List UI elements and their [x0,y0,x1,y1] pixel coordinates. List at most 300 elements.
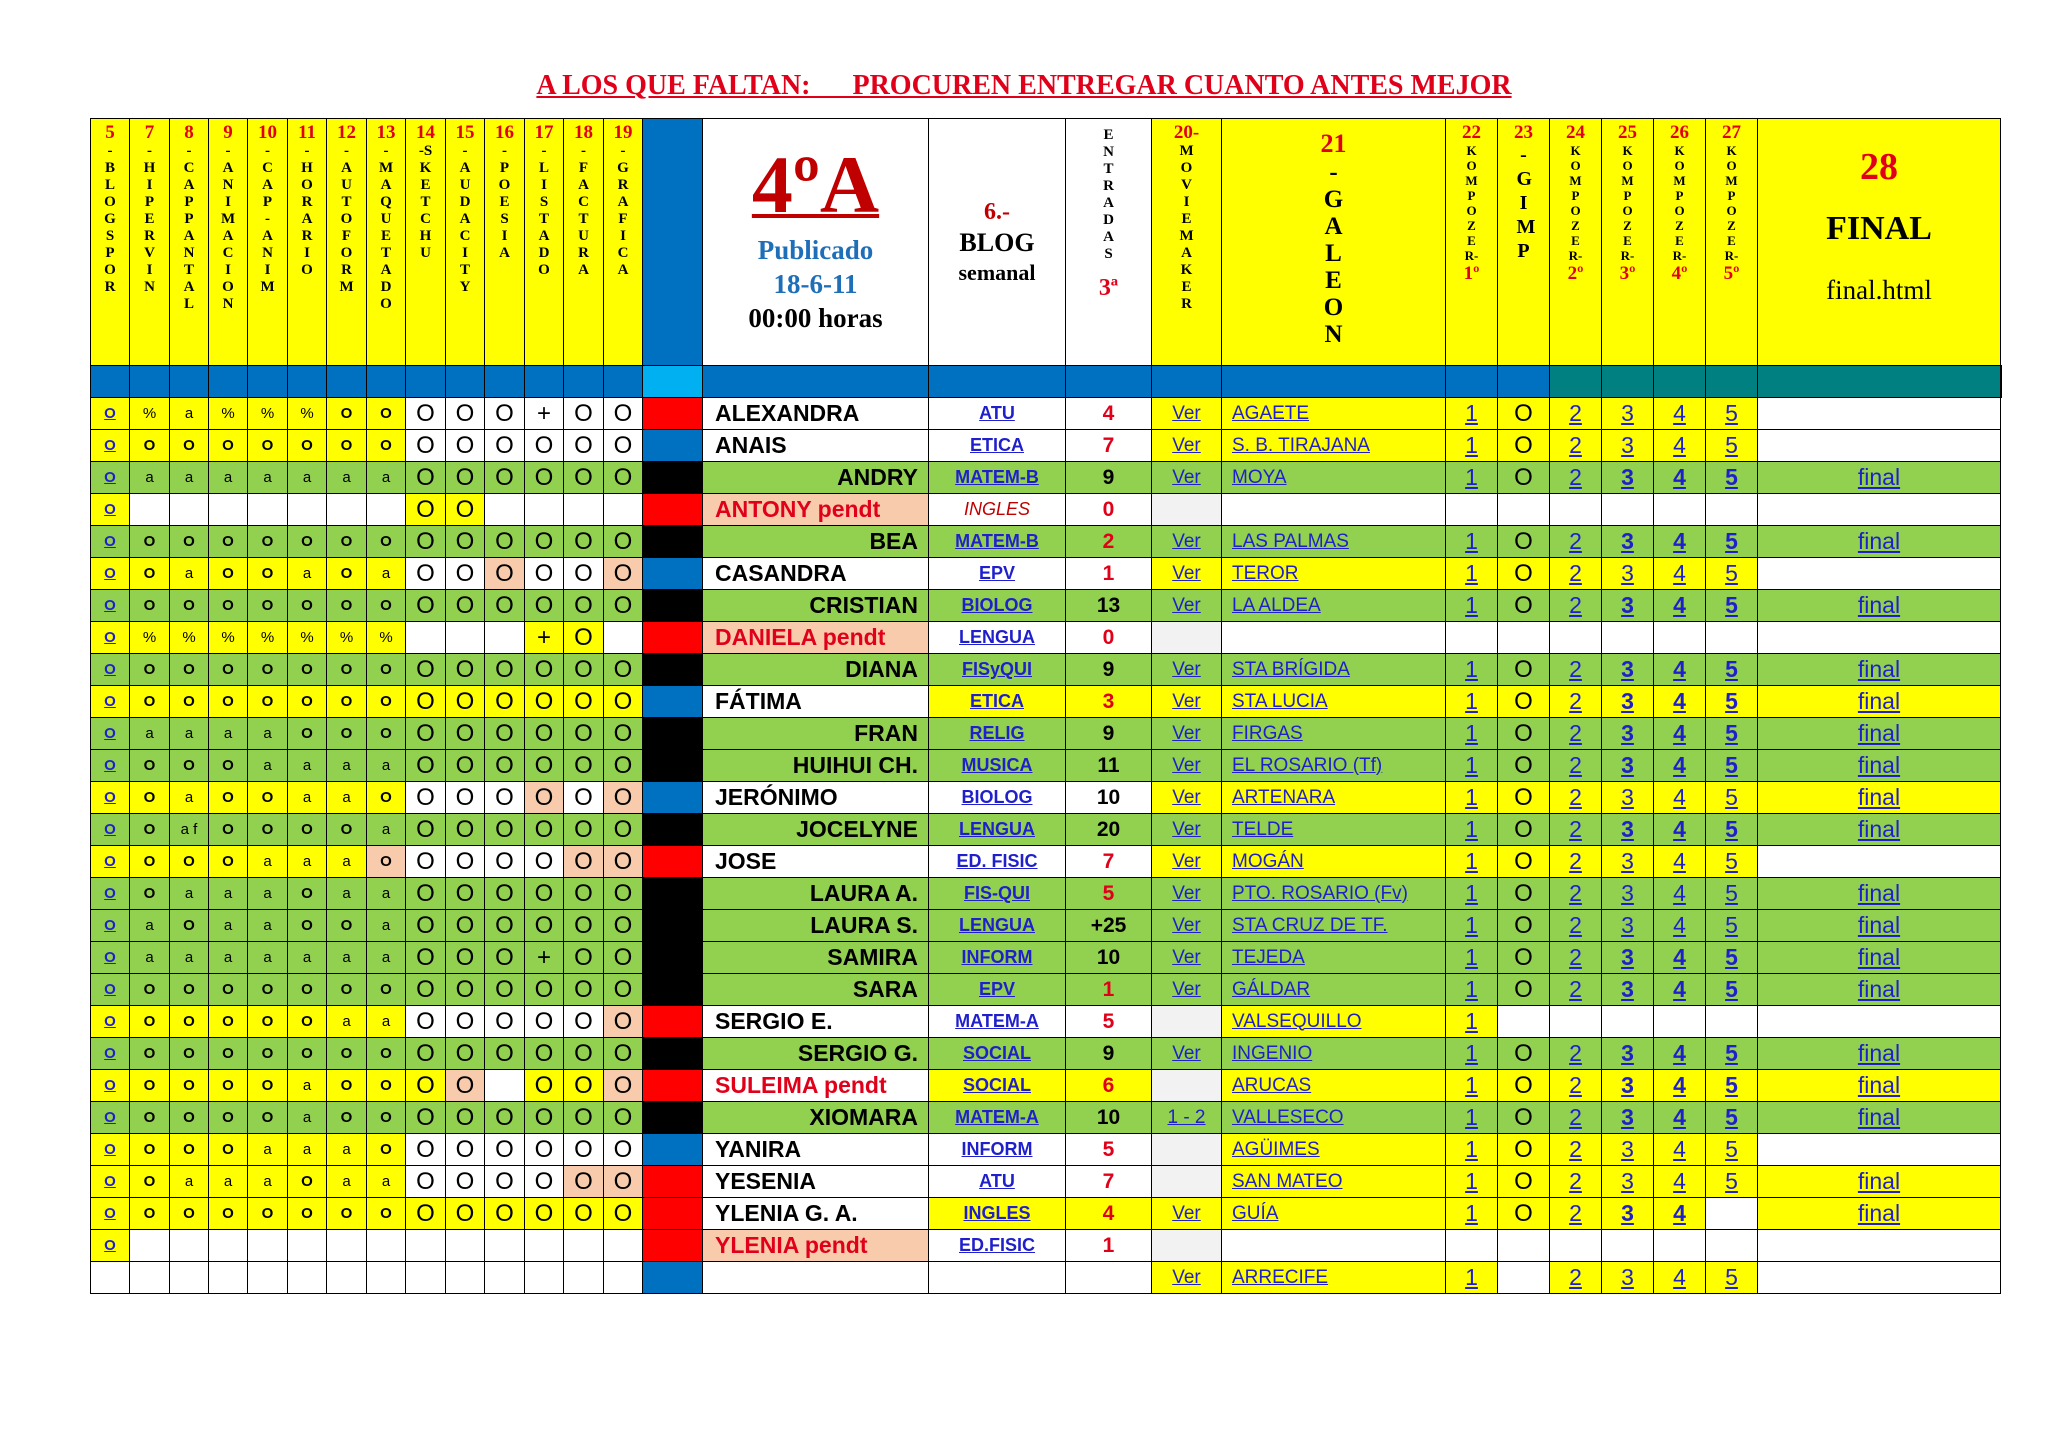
kompozer-4-link[interactable]: 4 [1654,654,1706,686]
blog-sport-link[interactable]: O [104,885,116,902]
moviemaker-link[interactable]: Ver [1152,1262,1222,1294]
task-mark-cell: O [406,526,446,558]
kompozer-1-link[interactable]: 1 [1446,750,1498,782]
moviemaker-link[interactable]: Ver [1152,718,1222,750]
separator-cell [604,366,643,398]
task-mark-cell: a [327,846,367,878]
final-link[interactable]: final [1758,814,2001,846]
kompozer-3-link[interactable]: 3 [1602,910,1654,942]
moviemaker-link[interactable] [1152,1134,1222,1166]
final-link[interactable]: final [1758,1038,2001,1070]
kompozer-5-link[interactable]: 5 [1706,718,1758,750]
kompozer-5-link[interactable]: 5 [1706,814,1758,846]
task-mark-cell: O [564,558,604,590]
blog-subject-link[interactable]: MATEM-B [929,526,1066,558]
galeon-link[interactable]: PTO. ROSARIO (Fv) [1222,878,1446,910]
kompozer-4-link[interactable] [1654,494,1706,526]
moviemaker-link[interactable]: Ver [1152,558,1222,590]
galeon-link[interactable]: AGÜIMES [1222,1134,1446,1166]
task-mark-cell: a [130,910,170,942]
kompozer-5-link[interactable]: 5 [1706,750,1758,782]
moviemaker-link[interactable] [1152,1230,1222,1262]
blog-sport-link[interactable]: O [104,1141,116,1158]
final-link[interactable]: final [1758,1198,2001,1230]
kompozer-5-link[interactable] [1706,494,1758,526]
final-link[interactable]: final [1758,782,2001,814]
kompozer-2-link[interactable]: 2 [1550,878,1602,910]
kompozer-1-link[interactable]: 1 [1446,1102,1498,1134]
kompozer-4-link[interactable] [1654,1230,1706,1262]
kompozer-5-link[interactable]: 5 [1706,782,1758,814]
kompozer-5-link[interactable]: 5 [1706,686,1758,718]
blog-sport-link[interactable]: O [104,405,116,422]
blog-subject-link[interactable]: FIS-QUI [929,878,1066,910]
kompozer-5-link[interactable]: 5 [1706,910,1758,942]
kompozer-1-link[interactable]: 1 [1446,686,1498,718]
blog-subject-link[interactable]: ETICA [929,686,1066,718]
galeon-link[interactable]: TEROR [1222,558,1446,590]
blog-subject-link[interactable]: ETICA [929,430,1066,462]
kompozer-5-link[interactable]: 5 [1706,590,1758,622]
kompozer-5-link[interactable]: 5 [1706,1262,1758,1294]
task-header-11 [288,119,327,366]
blog-sport-link[interactable]: O [104,725,116,742]
kompozer-2-link[interactable]: 2 [1550,1134,1602,1166]
task-mark-cell: O [446,718,485,750]
blog-subject-link[interactable]: MATEM-A [929,1006,1066,1038]
kompozer-4-link[interactable]: 4 [1654,1038,1706,1070]
blog-sport-link[interactable]: O [104,693,116,710]
blog-sport-link[interactable]: O [104,917,116,934]
blog-subject-link[interactable]: FISyQUI [929,654,1066,686]
galeon-link[interactable]: STA CRUZ DE TF. [1222,910,1446,942]
kompozer-4-link[interactable]: 4 [1654,1102,1706,1134]
moviemaker-link[interactable] [1152,1070,1222,1102]
blog-subject-link[interactable] [929,1262,1066,1294]
kompozer-4-link[interactable]: 4 [1654,718,1706,750]
kompozer-2-link[interactable]: 2 [1550,1166,1602,1198]
moviemaker-link[interactable]: Ver [1152,430,1222,462]
kompozer-4-link[interactable]: 4 [1654,942,1706,974]
kompozer-3-link[interactable] [1602,1230,1654,1262]
moviemaker-link[interactable]: Ver [1152,654,1222,686]
blog-sport-link[interactable]: O [104,1205,116,1222]
kompozer-2-link[interactable]: 2 [1550,1070,1602,1102]
galeon-link[interactable] [1222,622,1446,654]
galeon-link[interactable]: STA BRÍGIDA [1222,654,1446,686]
kompozer-4-link[interactable]: 4 [1654,430,1706,462]
kompozer-3-link[interactable]: 3 [1602,1166,1654,1198]
kompozer-3-link[interactable]: 3 [1602,1134,1654,1166]
kompozer-2-link[interactable]: 2 [1550,654,1602,686]
kompozer-3-link[interactable]: 3 [1602,1198,1654,1230]
final-link[interactable]: final [1758,686,2001,718]
kompozer-3-link[interactable]: 3 [1602,1102,1654,1134]
kompozer-3-link[interactable]: 3 [1602,814,1654,846]
blog-sport-link[interactable]: O [104,1237,116,1254]
kompozer-3-link[interactable]: 3 [1602,782,1654,814]
task-mark-cell: O [446,1070,485,1102]
final-link[interactable] [1758,398,2001,430]
blog-subject-link[interactable]: BIOLOG [929,590,1066,622]
task-header-num: 7 [144,122,155,143]
kompozer-4-link[interactable]: 4 [1654,1198,1706,1230]
blog-subject-link[interactable]: INFORM [929,942,1066,974]
final-link[interactable] [1758,622,2001,654]
kompozer-2-link[interactable]: 2 [1550,814,1602,846]
kompozer-4-link[interactable]: 4 [1654,974,1706,1006]
kompozer-5-link[interactable]: 5 [1706,1102,1758,1134]
kompozer-3-link[interactable]: 3 [1602,942,1654,974]
galeon-link[interactable]: TELDE [1222,814,1446,846]
kompozer-1-link[interactable]: 1 [1446,558,1498,590]
blog-subject-link[interactable]: RELIG [929,718,1066,750]
final-link[interactable] [1758,1006,2001,1038]
blog-sport-link[interactable]: O [104,629,116,646]
kompozer-5-link[interactable]: 5 [1706,558,1758,590]
kompozer-1-link[interactable]: 1 [1446,910,1498,942]
kompozer-3-link[interactable]: 3 [1602,526,1654,558]
kompozer-4-link[interactable]: 4 [1654,686,1706,718]
kompozer-5-link[interactable]: 5 [1706,878,1758,910]
final-link[interactable]: final [1758,718,2001,750]
kompozer-4-link[interactable] [1654,622,1706,654]
moviemaker-link[interactable] [1152,622,1222,654]
kompozer-1-link[interactable]: 1 [1446,718,1498,750]
blog-sport-link[interactable]: O [104,1173,116,1190]
kompozer-2-link[interactable]: 2 [1550,1198,1602,1230]
blog-subject-link[interactable]: EPV [929,974,1066,1006]
moviemaker-link[interactable]: Ver [1152,1038,1222,1070]
blog-sport-link[interactable]: O [104,565,116,582]
final-link[interactable] [1758,1134,2001,1166]
blog-sport-link[interactable]: O [104,597,116,614]
galeon-link[interactable]: GÁLDAR [1222,974,1446,1006]
blog-subject-link[interactable]: INGLES [929,1198,1066,1230]
blog-sport-link[interactable]: O [104,469,116,486]
kompozer-1-link[interactable]: 1 [1446,942,1498,974]
blog-sport-link[interactable]: O [104,1077,116,1094]
kompozer-2-link[interactable]: 2 [1550,398,1602,430]
kompozer-1-link[interactable]: 1 [1446,782,1498,814]
task-mark-cell: O [406,1166,446,1198]
blog-subject-link[interactable]: INFORM [929,1134,1066,1166]
final-link[interactable] [1758,430,2001,462]
blog-subject-link[interactable]: LENGUA [929,814,1066,846]
moviemaker-link[interactable]: Ver [1152,590,1222,622]
galeon-link[interactable]: LA ALDEA [1222,590,1446,622]
kompozer-1-link[interactable]: 1 [1446,526,1498,558]
task-mark-cell [209,494,248,526]
kompozer-4-link[interactable]: 4 [1654,462,1706,494]
kompozer-2-link[interactable]: 2 [1550,526,1602,558]
final-link[interactable]: final [1758,974,2001,1006]
kompozer-5-link[interactable]: 5 [1706,1070,1758,1102]
kompozer-3-link[interactable]: 3 [1602,1038,1654,1070]
blog-subject-link[interactable]: INGLES [929,494,1066,526]
kompozer-3-link[interactable]: 3 [1602,462,1654,494]
kompozer-4-link[interactable]: 4 [1654,846,1706,878]
galeon-link[interactable]: TEJEDA [1222,942,1446,974]
galeon-link[interactable] [1222,494,1446,526]
kompozer-3-link[interactable]: 3 [1602,750,1654,782]
kompozer-1-link[interactable]: 1 [1446,654,1498,686]
final-link[interactable]: final [1758,910,2001,942]
blog-sport-link[interactable]: O [104,1109,116,1126]
moviemaker-link[interactable]: Ver [1152,814,1222,846]
task-mark-cell: O [209,814,248,846]
kompozer-1-link[interactable]: 1 [1446,878,1498,910]
final-link[interactable]: final [1758,750,2001,782]
kompozer-1-link[interactable]: 1 [1446,1166,1498,1198]
kompozer-2-link[interactable]: 2 [1550,910,1602,942]
kompozer-4-link[interactable]: 4 [1654,1262,1706,1294]
kompozer-1-link[interactable]: 1 [1446,462,1498,494]
kompozer-2-link[interactable] [1550,1230,1602,1262]
kompozer-5-link[interactable] [1706,622,1758,654]
moviemaker-link[interactable] [1152,1166,1222,1198]
kompozer-3-link[interactable]: 3 [1602,846,1654,878]
final-link[interactable]: final [1758,942,2001,974]
task-mark-cell: O [130,1006,170,1038]
moviemaker-link[interactable] [1152,494,1222,526]
kompozer-2-link[interactable]: 2 [1550,942,1602,974]
kompozer-3-link[interactable]: 3 [1602,1262,1654,1294]
blog-subject-link[interactable]: ATU [929,398,1066,430]
kompozer-2-link[interactable]: 2 [1550,782,1602,814]
kompozer-3-link[interactable] [1602,494,1654,526]
final-link[interactable] [1758,558,2001,590]
blog-sport-link[interactable]: O [104,789,116,806]
blog-sport-link[interactable]: O [104,437,116,454]
galeon-link[interactable]: MOGÁN [1222,846,1446,878]
blog-subject-link[interactable]: SOCIAL [929,1070,1066,1102]
kompozer-3-link[interactable]: 3 [1602,718,1654,750]
kompozer-4-link[interactable]: 4 [1654,590,1706,622]
kompozer-4-link[interactable]: 4 [1654,398,1706,430]
kompozer-2-link[interactable] [1550,494,1602,526]
moviemaker-link[interactable]: Ver [1152,526,1222,558]
kompozer-4-link[interactable]: 4 [1654,558,1706,590]
kompozer-4-link[interactable]: 4 [1654,1166,1706,1198]
kompozer-2-link[interactable]: 2 [1550,1102,1602,1134]
blog-sport-link[interactable]: O [104,853,116,870]
kompozer-5-link[interactable]: 5 [1706,462,1758,494]
final-link[interactable] [1758,1262,2001,1294]
galeon-link[interactable]: VALSEQUILLO [1222,1006,1446,1038]
task-mark-cell [564,1230,604,1262]
kompozer-2-link[interactable]: 2 [1550,590,1602,622]
blog-subject-link[interactable]: ATU [929,1166,1066,1198]
kompozer-5-link[interactable]: 5 [1706,526,1758,558]
moviemaker-link[interactable]: Ver [1152,686,1222,718]
kompozer-1-link[interactable]: 1 [1446,1198,1498,1230]
moviemaker-link[interactable]: 1 - 2 [1152,1102,1222,1134]
blog-sport-link[interactable]: O [104,821,116,838]
kompozer-1-link[interactable]: 1 [1446,1134,1498,1166]
kompozer-2-link[interactable]: 2 [1550,974,1602,1006]
kompozer-2-link[interactable]: 2 [1550,686,1602,718]
kompozer-5-link[interactable]: 5 [1706,430,1758,462]
moviemaker-link[interactable]: Ver [1152,878,1222,910]
kompozer-3-link[interactable]: 3 [1602,974,1654,1006]
blog-header [929,119,1066,366]
blog-subject-link[interactable]: MATEM-A [929,1102,1066,1134]
moviemaker-link[interactable]: Ver [1152,750,1222,782]
kompozer-5-link[interactable]: 5 [1706,1166,1758,1198]
blog-subject-link[interactable]: LENGUA [929,910,1066,942]
kompozer-5-link[interactable]: 5 [1706,1134,1758,1166]
kompozer-4-link[interactable]: 4 [1654,750,1706,782]
blog-sport-link[interactable]: O [104,661,116,678]
kompozer-3-link[interactable]: 3 [1602,430,1654,462]
kompozer-4-link[interactable]: 4 [1654,910,1706,942]
kompozer-4-link[interactable]: 4 [1654,782,1706,814]
blog-sport-link[interactable]: O [104,757,116,774]
moviemaker-link[interactable]: Ver [1152,910,1222,942]
moviemaker-link[interactable]: Ver [1152,398,1222,430]
task-mark-cell: O [406,590,446,622]
kompozer-1-link[interactable]: 1 [1446,974,1498,1006]
kompozer-2-link[interactable]: 2 [1550,430,1602,462]
kompozer-4-link[interactable] [1654,1006,1706,1038]
kompozer-1-link[interactable]: 1 [1446,398,1498,430]
kompozer-3-link[interactable]: 3 [1602,590,1654,622]
final-link[interactable]: final [1758,1166,2001,1198]
kompozer-5-link[interactable]: 5 [1706,1038,1758,1070]
galeon-link[interactable]: ARTENARA [1222,782,1446,814]
kompozer-2-link[interactable]: 2 [1550,718,1602,750]
kompozer-3-link[interactable]: 3 [1602,398,1654,430]
final-link[interactable] [1758,1230,2001,1262]
blog-sport-link[interactable]: O [104,949,116,966]
blog-subject-link[interactable]: MUSICA [929,750,1066,782]
task-mark-cell: a [367,814,406,846]
kompozer-1-link[interactable]: 1 [1446,1070,1498,1102]
galeon-link[interactable]: AGAETE [1222,398,1446,430]
moviemaker-link[interactable]: Ver [1152,846,1222,878]
kompozer-3-link[interactable] [1602,1006,1654,1038]
galeon-link[interactable]: VALLESECO [1222,1102,1446,1134]
galeon-link[interactable]: EL ROSARIO (Tf) [1222,750,1446,782]
kompozer-5-link[interactable]: 5 [1706,654,1758,686]
galeon-link[interactable]: INGENIO [1222,1038,1446,1070]
galeon-link[interactable]: ARUCAS [1222,1070,1446,1102]
blog-subject-link[interactable]: EPV [929,558,1066,590]
kompozer-1-link[interactable]: 1 [1446,1262,1498,1294]
kompozer-5-link[interactable]: 5 [1706,398,1758,430]
kompozer-3-link[interactable]: 3 [1602,558,1654,590]
entradas-count: 9 [1066,462,1152,494]
kompozer-1-link[interactable]: 1 [1446,1006,1498,1038]
galeon-link[interactable]: MOYA [1222,462,1446,494]
final-link[interactable]: final [1758,1070,2001,1102]
galeon-link[interactable]: FIRGAS [1222,718,1446,750]
kompozer-5-link[interactable]: 5 [1706,942,1758,974]
kompozer-1-link[interactable] [1446,1230,1498,1262]
galeon-link[interactable]: LAS PALMAS [1222,526,1446,558]
kompozer-4-link[interactable]: 4 [1654,1070,1706,1102]
kompozer-1-link[interactable]: 1 [1446,1038,1498,1070]
kompozer-1-link[interactable]: 1 [1446,814,1498,846]
entradas-count: 9 [1066,1038,1152,1070]
kompozer-3-link[interactable] [1602,622,1654,654]
kompozer-5-link[interactable] [1706,1230,1758,1262]
blog-subject-link[interactable]: SOCIAL [929,1038,1066,1070]
kompozer-3-link[interactable]: 3 [1602,654,1654,686]
kompozer-1-link[interactable]: 1 [1446,846,1498,878]
blog-sport-link[interactable]: O [104,981,116,998]
kompozer-1-link[interactable]: 1 [1446,430,1498,462]
moviemaker-link[interactable]: Ver [1152,1198,1222,1230]
kompozer-3-link[interactable]: 3 [1602,686,1654,718]
moviemaker-link[interactable]: Ver [1152,782,1222,814]
kompozer-3-link[interactable]: 3 [1602,878,1654,910]
moviemaker-link[interactable] [1152,1006,1222,1038]
kompozer-4-link[interactable]: 4 [1654,878,1706,910]
kompozer-2-link[interactable]: 2 [1550,1262,1602,1294]
final-link[interactable]: final [1758,526,2001,558]
galeon-link[interactable]: ARRECIFE [1222,1262,1446,1294]
final-link[interactable]: final [1758,1102,2001,1134]
final-link[interactable]: final [1758,590,2001,622]
kompozer-5-link[interactable] [1706,1006,1758,1038]
kompozer-1-link[interactable] [1446,622,1498,654]
final-link[interactable] [1758,846,2001,878]
kompozer-2-link[interactable]: 2 [1550,750,1602,782]
task-mark-cell: O [564,430,604,462]
blog-subject-link[interactable]: LENGUA [929,622,1066,654]
kompozer-4-link[interactable]: 4 [1654,814,1706,846]
kompozer-2-link[interactable]: 2 [1550,1038,1602,1070]
blog-subject-link[interactable]: ED. FISIC [929,846,1066,878]
blog-sport-link[interactable]: O [104,1013,116,1030]
kompozer-1-link[interactable] [1446,494,1498,526]
galeon-link[interactable]: S. B. TIRAJANA [1222,430,1446,462]
galeon-link[interactable]: SAN MATEO [1222,1166,1446,1198]
kompozer-3-link[interactable]: 3 [1602,1070,1654,1102]
final-link[interactable] [1758,494,2001,526]
blog-sport-link[interactable]: O [104,501,116,518]
blog-subject-link[interactable]: ED.FISIC [929,1230,1066,1262]
blog-sport-link[interactable]: O [104,533,116,550]
kompozer-2-link[interactable] [1550,622,1602,654]
kompozer-1-link[interactable]: 1 [1446,590,1498,622]
final-link[interactable]: final [1758,654,2001,686]
task-mark-cell: a [209,910,248,942]
galeon-link[interactable]: STA LUCIA [1222,686,1446,718]
final-link[interactable]: final [1758,878,2001,910]
galeon-link[interactable] [1222,1230,1446,1262]
kompozer-4-link[interactable]: 4 [1654,526,1706,558]
final-link[interactable]: final [1758,462,2001,494]
kompozer-2-link[interactable]: 2 [1550,846,1602,878]
kompozer-5-link[interactable]: 5 [1706,846,1758,878]
galeon-link[interactable]: GUÍA [1222,1198,1446,1230]
kompozer-2-link[interactable] [1550,1006,1602,1038]
kompozer-4-link[interactable]: 4 [1654,1134,1706,1166]
moviemaker-link[interactable]: Ver [1152,462,1222,494]
blog-subject-link[interactable]: MATEM-B [929,462,1066,494]
blog-subject-link[interactable]: BIOLOG [929,782,1066,814]
moviemaker-link[interactable]: Ver [1152,974,1222,1006]
kompozer-5-link[interactable]: 5 [1706,974,1758,1006]
kompozer-5-link[interactable] [1706,1198,1758,1230]
kompozer-2-link[interactable]: 2 [1550,558,1602,590]
kompozer-2-link[interactable]: 2 [1550,462,1602,494]
blog-sport-link[interactable]: O [104,1045,116,1062]
moviemaker-link[interactable]: Ver [1152,942,1222,974]
